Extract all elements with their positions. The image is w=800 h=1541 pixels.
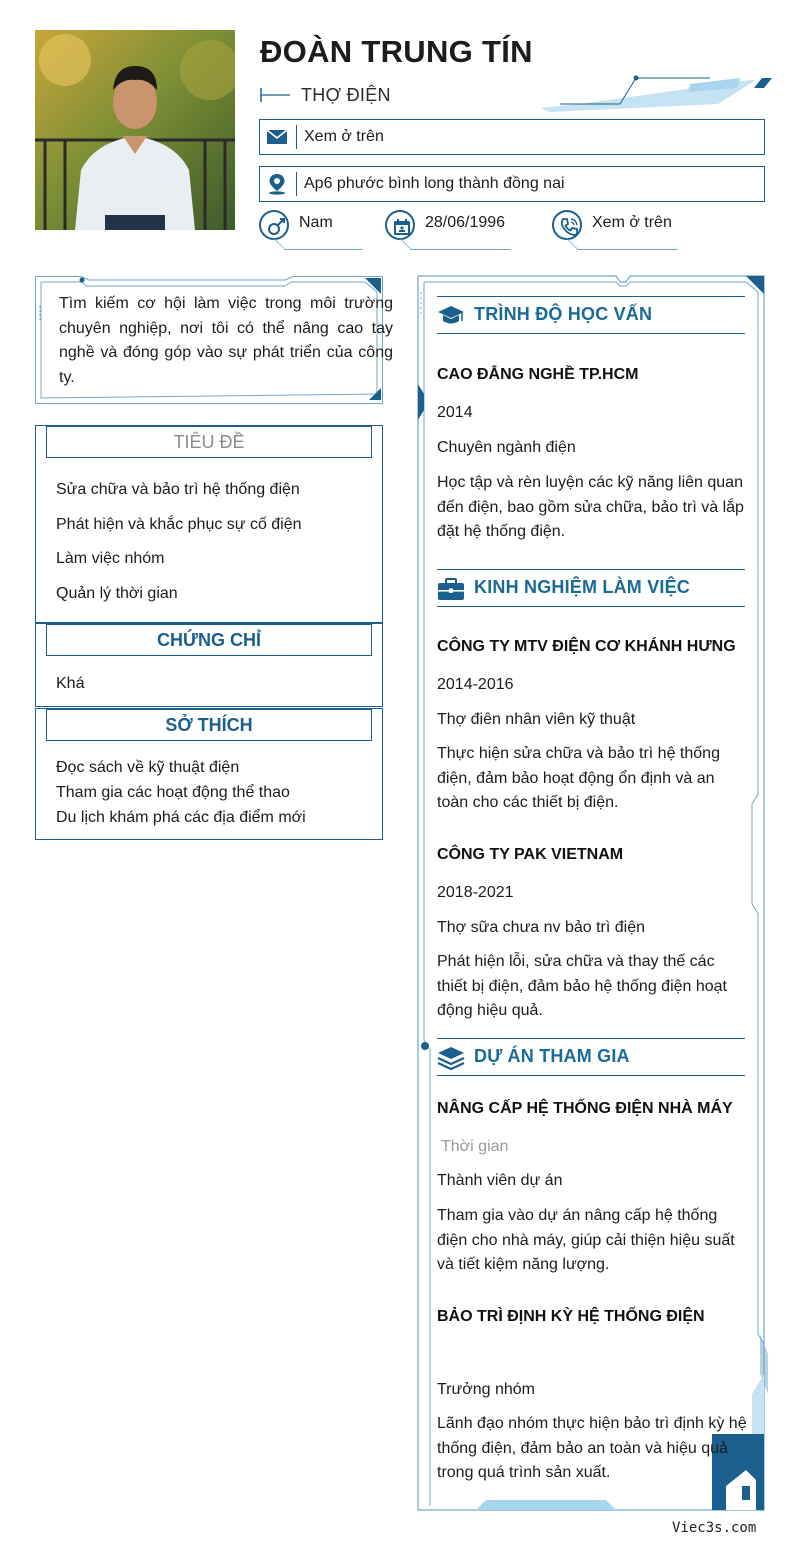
job-company: CÔNG TY MTV ĐIỆN CƠ KHÁNH HƯNG [437,638,736,655]
experience-heading-label: KINH NGHIỆM LÀM VIỆC [474,577,691,597]
briefcase-icon [437,576,465,602]
certificates-title: CHỨNG CHỈ [46,624,372,656]
header-decoration [540,74,772,114]
education-heading-label: TRÌNH ĐỘ HỌC VẤN [474,304,653,324]
job-period: 2014-2016 [437,676,514,693]
job-company: CÔNG TY PAK VIETNAM [437,846,624,863]
project-role: Trưởng nhóm [437,1381,535,1398]
job-position: Thợ sữa chưa nv bảo trì điện [437,919,646,936]
envelope-icon [266,126,288,148]
address-field [259,166,765,202]
hobbies-title: SỞ THÍCH [46,709,372,741]
calendar-icon [391,216,413,238]
list-item: Sửa chữa và bảo trì hệ thống điện [56,481,300,498]
gender-value: Nam [299,214,333,231]
job-period: 2018-2021 [437,884,514,901]
objective-box [35,276,393,404]
job-description: Thực hiện sửa chữa và bảo trì hệ thống điện, đảm bảo hoạt động ổn định và an toàn cho các thiết bị điện. [437,745,720,812]
candidate-name: ĐOÀN TRUNG TÍN [260,34,533,69]
job-title: THỢ ĐIỆN [301,85,391,105]
email-value: Xem ở trên [304,128,384,145]
footer-brand: Viec3s.com [672,1520,757,1536]
education-major: Chuyên ngành điện [437,439,576,456]
job-description: Phát hiện lỗi, sửa chữa và thay thế các thiết bị điện, đảm bảo hệ thống điện hoạt động hiệu quả. [437,953,727,1020]
projects-heading-label: DỰ ÁN THAM GIA [474,1046,630,1066]
education-description: Học tập và rèn luyện các kỹ năng liên quan đến điện, bao gồm sửa chữa, bảo trì và lắp đặt hệ thống điện. [437,474,744,541]
address-value: Ap6 phước bình long thành đồng nai [304,175,565,192]
education-year: 2014 [437,404,473,421]
email-field [259,119,765,155]
location-pin-icon [266,173,288,195]
education-heading [437,296,745,334]
job-position: Thợ điên nhân viên kỹ thuật [437,711,636,728]
projects-heading [437,1038,745,1076]
layers-icon [437,1045,465,1071]
list-item: Làm việc nhóm [56,550,165,567]
avatar [35,30,235,230]
graduation-cap-icon [437,303,465,329]
objective-text: Tìm kiếm cơ hội làm việc trong môi trường chuyên nghiệp, nơi tôi có thể nâng cao tay nghề và đóng góp vào sự phát triển của công ty. [59,295,393,386]
project-role: Thành viên dự án [437,1172,563,1189]
project-name: NÂNG CẤP HỆ THỐNG ĐIỆN NHÀ MÁY [437,1100,733,1117]
list-item: Đọc sách về kỹ thuật điện [56,759,240,776]
list-item: Quản lý thời gian [56,585,178,602]
project-time: Thời gian [441,1138,509,1155]
project-description: Lãnh đạo nhóm thực hiện bảo trì định kỳ hệ thống điện, đảm bảo an toàn và hiệu quả trong quá trình sản xuất. [437,1415,747,1482]
list-item: Khá [56,675,85,692]
project-name: BẢO TRÌ ĐỊNH KỲ HỆ THỐNG ĐIỆN [437,1308,705,1325]
project-description: Tham gia vào dự án nâng cấp hệ thống điện cho nhà máy, giúp cải thiện hiệu suất và tiết kiệm năng lượng. [437,1207,735,1274]
skills-title: TIÊU ĐỀ [46,426,372,458]
birthday-value: 28/06/1996 [425,214,506,231]
experience-heading [437,569,745,607]
gender-icon [265,216,287,238]
list-item: Tham gia các hoạt động thể thao [56,784,290,801]
phone-value: Xem ở trên [592,214,672,231]
list-item: Phát hiện và khắc phục sự cố điện [56,516,302,533]
hobbies-box [35,708,383,840]
certificates-box [35,623,383,707]
job-line-icon [260,86,290,104]
education-school: CAO ĐẲNG NGHỀ TP.HCM [437,366,639,383]
list-item: Du lịch khám phá các địa điểm mới [56,809,306,826]
skills-box [35,425,383,623]
phone-icon [558,216,580,238]
